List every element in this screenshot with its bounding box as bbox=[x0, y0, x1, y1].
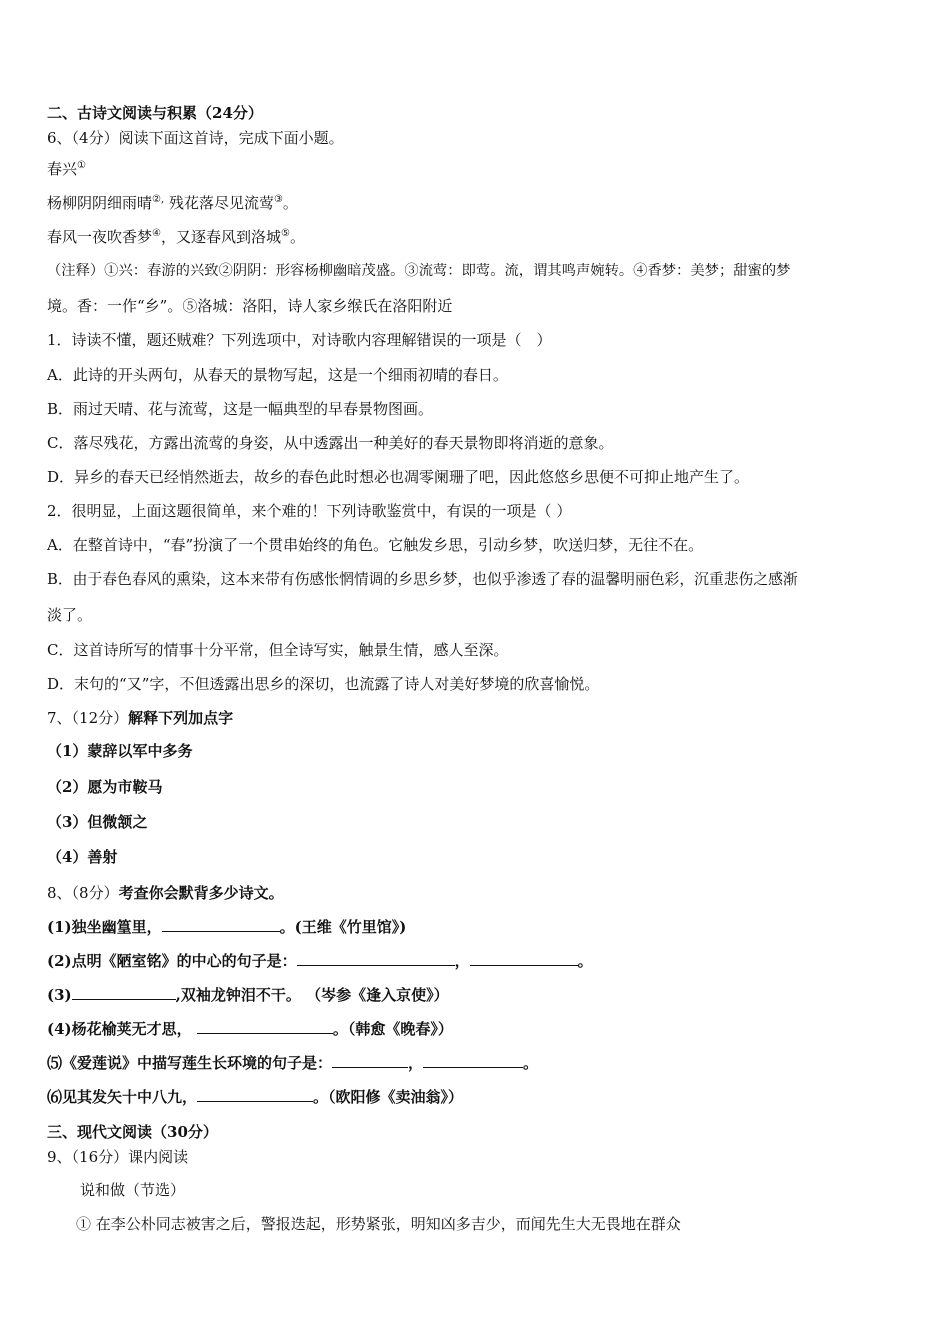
answer-blank[interactable] bbox=[423, 1053, 523, 1068]
sub1-option-c: C．落尽残花，方露出流莺的身姿，从中透露出一种美好的春天景物即将消逝的意象。 bbox=[47, 434, 614, 452]
sub1-option-b: B．雨过天晴、花与流莺，这是一幅典型的早春景物图画。 bbox=[47, 400, 434, 418]
answer-blank[interactable] bbox=[332, 1053, 408, 1068]
q7-item-3: （3）但微颔之 bbox=[47, 813, 148, 831]
q8-item-1: (1)独坐幽篁里， 。(王维《竹里馆》) bbox=[47, 918, 407, 936]
sub2-option-b-line1: B．由于春色春风的熏染，这本来带有伤感怅惘情调的乡思乡梦，也似乎渗透了春的温馨明丽色彩，沉重悲伤之感渐 bbox=[47, 571, 798, 588]
q7-item-2: （2）愿为市鞍马 bbox=[47, 778, 163, 796]
question-8: 8、（8分）考查你会默背多少诗文。 bbox=[47, 884, 284, 902]
question-7: 7、（12分）解释下列加点字 bbox=[47, 709, 234, 727]
sub2-option-d: D．末句的“又”字，不但透露出思乡的深切，也流露了诗人对美好梦境的欣喜愉悦。 bbox=[47, 675, 600, 693]
q8-item-2: (2)点明《陋室铭》的中心的句子是： ， 。 bbox=[47, 952, 593, 970]
poem-line-1: 杨柳阴阴细雨晴②, 残花落尽见流莺③。 bbox=[47, 194, 298, 212]
sub1-option-d: D．异乡的春天已经悄然逝去，故乡的春色此时想必也凋零阑珊了吧，因此悠悠乡思便不可抑止地产生了。 bbox=[47, 468, 750, 486]
sub2-question: 2．很明显，上面这题很简单，来个难的！下列诗歌鉴赏中，有误的一项是（ ） bbox=[47, 502, 572, 520]
section-heading-modern: 三、现代文阅读（30分） bbox=[47, 1123, 218, 1141]
answer-blank[interactable] bbox=[162, 917, 280, 932]
sub2-option-c: C．这首诗所写的情事十分平常，但全诗写实，触景生情，感人至深。 bbox=[47, 641, 509, 659]
q7-item-1: （1）蒙辞以军中多务 bbox=[47, 742, 193, 760]
q7-item-4: （4）善射 bbox=[47, 848, 118, 866]
q8-item-6: ⑹见其发矢十中八九， 。（欧阳修《卖油翁》） bbox=[47, 1088, 464, 1106]
q8-item-3: (3) ,双袖龙钟泪不干。 （岑参《逢入京使》） bbox=[47, 986, 449, 1004]
reading-paragraph-1: ① 在李公朴同志被害之后，警报迭起，形势紧张，明知凶多吉少，而闻先生大无畏地在群众 bbox=[76, 1215, 681, 1233]
answer-blank[interactable] bbox=[72, 985, 176, 1000]
sub2-option-b-line2: 淡了。 bbox=[47, 606, 93, 624]
answer-blank[interactable] bbox=[470, 951, 578, 966]
poem-title: 春兴① bbox=[47, 160, 86, 178]
question-6-intro: 6、（4分）阅读下面这首诗，完成下面小题。 bbox=[47, 129, 344, 147]
section-heading-classical: 二、古诗文阅读与积累（24分） bbox=[47, 104, 263, 122]
sub2-option-a: A．在整首诗中，“春”扮演了一个贯串始终的角色。它触发乡思，引动乡梦，吹送归梦，无往不在。 bbox=[47, 536, 704, 554]
answer-blank[interactable] bbox=[297, 951, 455, 966]
reading-title: 说和做（节选） bbox=[80, 1181, 186, 1199]
answer-blank[interactable] bbox=[197, 1087, 313, 1102]
poem-notes-2: 境。香：一作“乡”。⑤洛城：洛阳，诗人家乡缑氏在洛阳附近 bbox=[47, 297, 453, 315]
answer-blank[interactable] bbox=[197, 1019, 333, 1034]
q8-item-4: (4)杨花榆荚无才思， 。（韩愈《晚春》） bbox=[47, 1020, 453, 1038]
question-9-intro: 9、（16分）课内阅读 bbox=[47, 1148, 189, 1166]
sub1-option-a: A．此诗的开头两句，从春天的景物写起，这是一个细雨初晴的春日。 bbox=[47, 366, 508, 384]
poem-line-2: 春风一夜吹香梦④，又逐春风到洛城⑤。 bbox=[47, 228, 305, 246]
q8-item-5: ⑸《爱莲说》中描写莲生长环境的句子是： ， 。 bbox=[47, 1054, 539, 1072]
sub1-question: 1．诗读不懂，题还贼难？下列选项中，对诗歌内容理解错误的一项是（ ） bbox=[47, 331, 552, 349]
poem-notes-1: （注释）①兴：春游的兴致②阴阴：形容杨柳幽暗茂盛。③流莺：即莺。流，谓其鸣声婉转。④香梦：美梦；甜蜜的梦 bbox=[47, 263, 791, 279]
